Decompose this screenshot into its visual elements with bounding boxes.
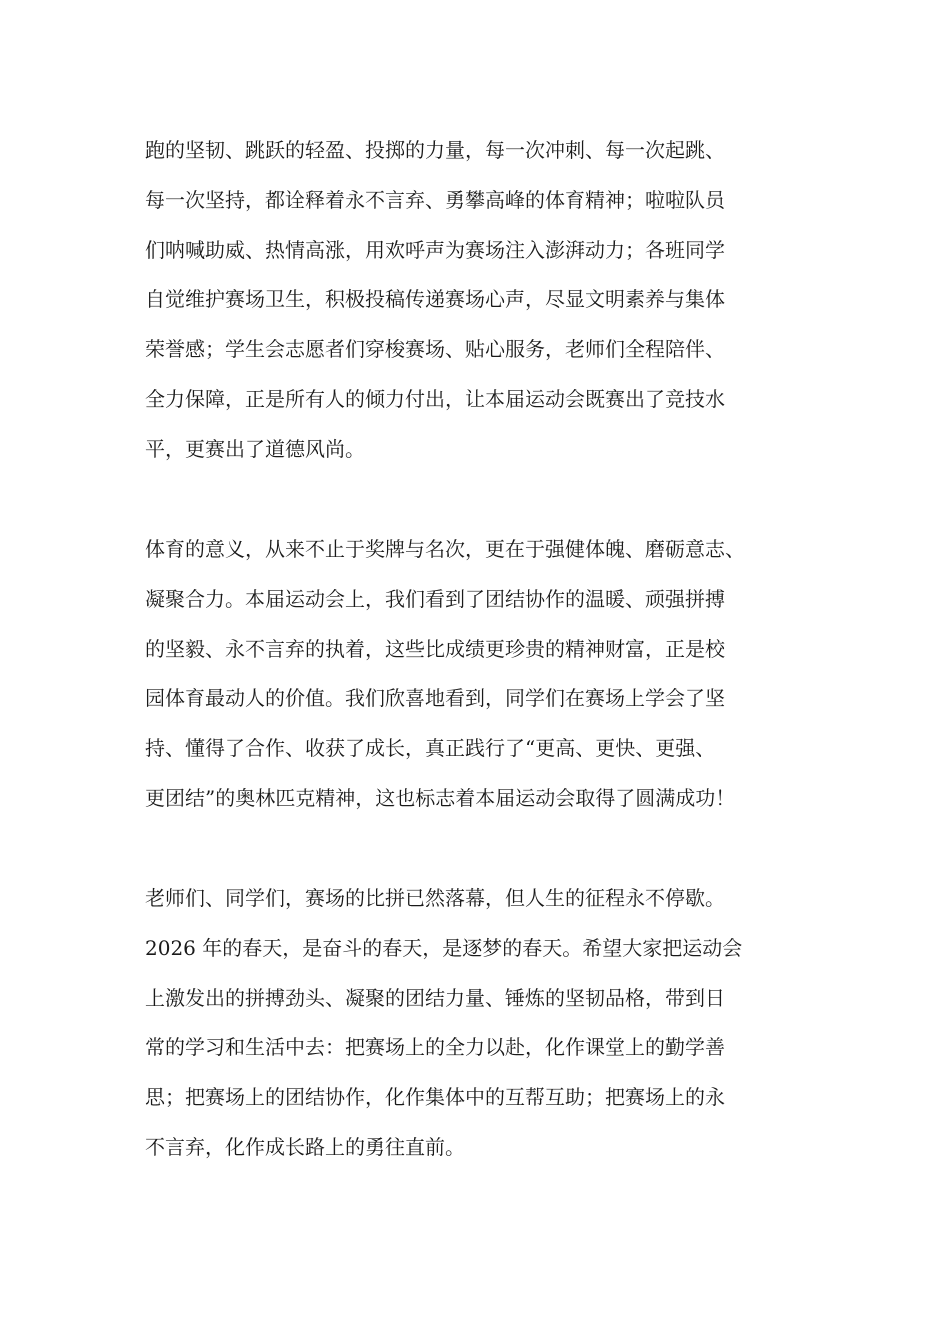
text-line: 跑的坚韧、跳跃的轻盈、投掷的力量，每一次冲刺、每一次起跳、 (145, 138, 725, 162)
text-line: 自觉维护赛场卫生，积极投稿传递赛场心声，尽显文明素养与集体 (145, 287, 725, 312)
text-line: 不言弃，化作成长路上的勇往直前。 (145, 1134, 465, 1159)
text-line: 持、懂得了合作、收获了成长，真正践行了“更高、更快、更强、 (145, 736, 716, 761)
text-line: 老师们、同学们，赛场的比拼已然落幕，但人生的征程永不停歇。 (145, 886, 725, 910)
text-line: 园体育最动人的价值。我们欣喜地看到，同学们在赛场上学会了坚 (145, 686, 725, 711)
text-line: 的坚毅、永不言弃的执着，这些比成绩更珍贵的精神财富，正是校 (145, 636, 725, 661)
text-line: 凝聚合力。本届运动会上，我们看到了团结协作的温暖、顽强拼搏 (145, 586, 725, 611)
text-line: 2026 年的春天，是奋斗的春天，是逐梦的春天。希望大家把运动会 (145, 935, 743, 960)
text-line: 每一次坚持，都诠释着永不言弃、勇攀高峰的体育精神；啦啦队员 (145, 187, 725, 212)
text-line: 荣誉感；学生会志愿者们穿梭赛场、贴心服务，老师们全程陪伴、 (145, 337, 725, 362)
text-line: 平，更赛出了道德风尚。 (145, 436, 365, 461)
text-line: 们呐喊助威、热情高涨，用欢呼声为赛场注入澎湃动力；各班同学 (145, 237, 725, 262)
text-line: 全力保障，正是所有人的倾力付出，让本届运动会既赛出了竞技水 (145, 386, 725, 411)
text-line: 更团结”的奥林匹克精神，这也标志着本届运动会取得了圆满成功！ (145, 785, 736, 810)
paragraph (145, 525, 825, 824)
text-line: 上激发出的拼搏劲头、凝聚的团结力量、锤炼的坚韧品格，带到日 (145, 985, 725, 1010)
paragraph (145, 874, 825, 1173)
text-line: 常的学习和生活中去：把赛场上的全力以赴，化作课堂上的勤学善 (145, 1035, 725, 1060)
text-line: 思；把赛场上的团结协作，化作集体中的互帮互助；把赛场上的永 (145, 1085, 725, 1110)
paragraph (145, 126, 825, 475)
text-line: 体育的意义，从来不止于奖牌与名次，更在于强健体魄、磨砺意志、 (145, 537, 745, 561)
